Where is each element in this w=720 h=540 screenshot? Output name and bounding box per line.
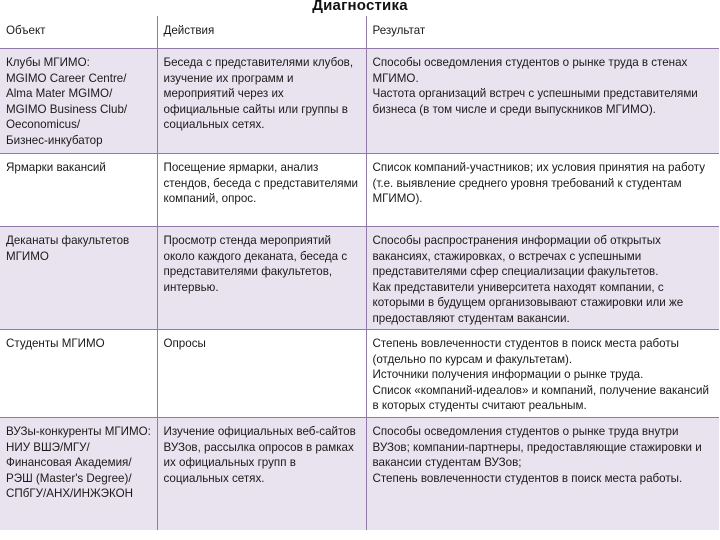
table-row: [0, 418, 719, 531]
cell-result: Степень вовлеченности студентов в поиск места работы (отдельно по курсам и факультетам). Источники получения информации о рынке труда. Список «компаний-идеалов» и компаний, получение вакансий в которых студенты считают реальным.: [366, 330, 719, 418]
header-result: Результат: [366, 16, 719, 49]
table-header-row: [0, 16, 719, 49]
cell-result: Список компаний-участников; их условия принятия на работу (т.е. выявление среднего уровня требований к студентам МГИМО).: [366, 154, 719, 227]
header-actions: Действия: [157, 16, 366, 49]
table-row: [0, 330, 719, 418]
page-title: Диагностика: [312, 0, 408, 14]
cell-actions: Посещение ярмарки, анализ стендов, беседа с представителями компаний, опрос.: [157, 154, 366, 227]
cell-object: Деканаты факультетов МГИМО: [0, 227, 157, 330]
diagnostics-table: [0, 16, 719, 530]
cell-actions: Беседа с представителями клубов, изучение их программ и мероприятий через их официальные сайты или группы в социальных сетях.: [157, 49, 366, 154]
cell-result: Способы осведомления студентов о рынке труда в стенах МГИМО. Частота организаций встреч с успешными представителями бизнеса (в том числе и среди выпускников МГИМО).: [366, 49, 719, 154]
cell-actions: Изучение официальных веб-сайтов ВУЗов, рассылка опросов в рамках их официальных групп в социальных сетях.: [157, 418, 366, 531]
cell-object: Ярмарки вакансий: [0, 154, 157, 227]
cell-object: Студенты МГИМО: [0, 330, 157, 418]
header-object: Объект: [0, 16, 157, 49]
cell-object: Клубы МГИМО: MGIMO Career Centre/ Alma Mater MGIMO/ MGIMO Business Club/ Oeconomicus/ Бизнес-инкубатор: [0, 49, 157, 154]
cell-result: Способы осведомления студентов о рынке труда внутри ВУЗов; компании-партнеры, предоставляющие стажировки и вакансии студентам ВУЗов; Степень вовлеченности студентов в поиск места работы.: [366, 418, 719, 531]
table-row: [0, 227, 719, 330]
cell-actions: Опросы: [157, 330, 366, 418]
table-row: [0, 49, 719, 154]
cell-result: Способы распространения информации об открытых вакансиях, стажировках, о встречах с успешными представителями сфер специализации факультетов. Как представители университета находят компании, с которыми в будущем организовывают стажировки или же предоставляют студентам вакансии.: [366, 227, 719, 330]
cell-actions: Просмотр стенда мероприятий около каждого деканата, беседа с представителями факультетов, интервью.: [157, 227, 366, 330]
table-row: [0, 154, 719, 227]
cell-object: ВУЗы-конкуренты МГИМО: НИУ ВШЭ/МГУ/ Финансовая Академия/ РЭШ (Master's Degree)/ СПбГУ/АНХ/ИНЖЭКОН: [0, 418, 157, 531]
